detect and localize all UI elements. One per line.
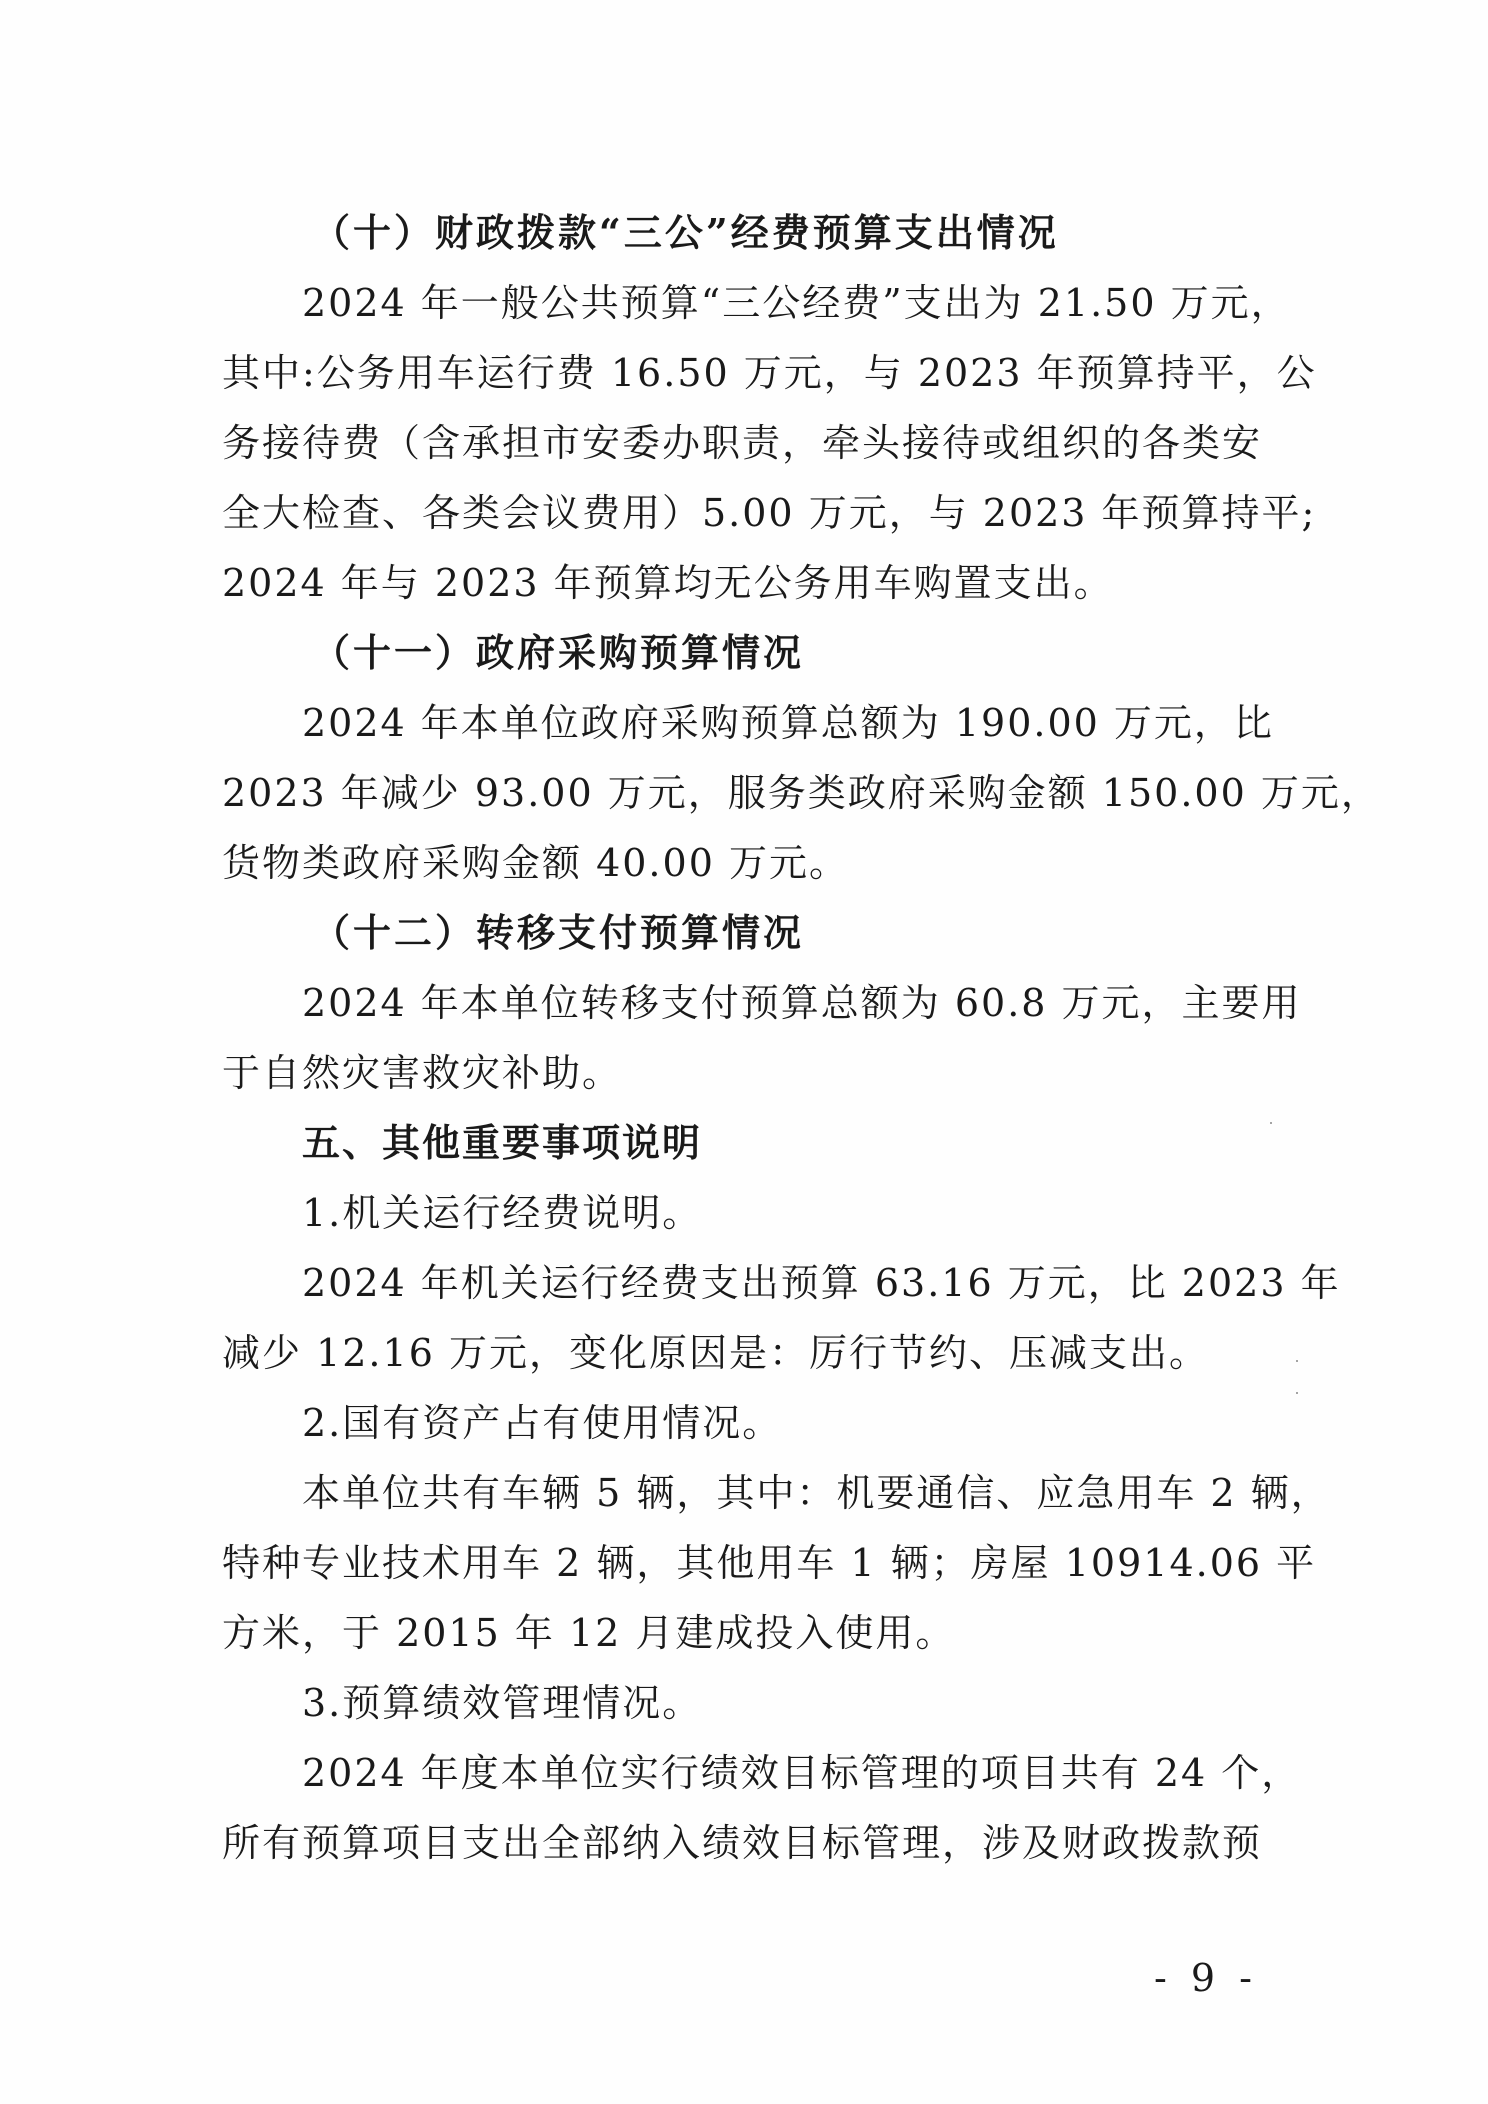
scan-speck bbox=[1270, 1122, 1272, 1124]
section-heading: （十一）政府采购预算情况 bbox=[312, 630, 805, 675]
item-title: 2.国有资产占有使用情况。 bbox=[302, 1401, 783, 1445]
paragraph-line: 于自然灾害救灾补助。 bbox=[222, 1051, 623, 1095]
paragraph-line: 所有预算项目支出全部纳入绩效目标管理，涉及财政拨款预 bbox=[222, 1821, 1263, 1865]
paragraph-line: 2024 年一般公共预算“三公经费”支出为 21.50 万元， bbox=[302, 281, 1291, 325]
item-title: 3.预算绩效管理情况。 bbox=[302, 1681, 703, 1725]
paragraph-line: 其中:公务用车运行费 16.50 万元，与 2023 年预算持平，公 bbox=[222, 351, 1317, 395]
paragraph-line: 货物类政府采购金额 40.00 万元。 bbox=[222, 841, 849, 885]
paragraph-line: 2024 年度本单位实行绩效目标管理的项目共有 24 个， bbox=[302, 1751, 1302, 1795]
scan-speck bbox=[1296, 1392, 1298, 1394]
paragraph-line: 2023 年减少 93.00 万元，服务类政府采购金额 150.00 万元， bbox=[222, 771, 1381, 815]
section-heading: （十）财政拨款“三公”经费预算支出情况 bbox=[312, 210, 1059, 255]
page-number: - 9 - bbox=[1153, 1956, 1258, 2000]
section-heading: （十二）转移支付预算情况 bbox=[312, 910, 805, 955]
paragraph-line: 2024 年本单位转移支付预算总额为 60.8 万元，主要用 bbox=[302, 981, 1302, 1025]
paragraph-line: 本单位共有车辆 5 辆，其中：机要通信、应急用车 2 辆， bbox=[302, 1471, 1331, 1515]
paragraph-line: 特种专业技术用车 2 辆，其他用车 1 辆；房屋 10914.06 平 bbox=[222, 1541, 1317, 1585]
scan-speck bbox=[1296, 1360, 1298, 1362]
item-title: 1.机关运行经费说明。 bbox=[302, 1191, 703, 1235]
paragraph-line: 2024 年本单位政府采购预算总额为 190.00 万元，比 bbox=[302, 701, 1274, 745]
paragraph-line: 2024 年机关运行经费支出预算 63.16 万元，比 2023 年 bbox=[302, 1261, 1341, 1305]
paragraph-line: 减少 12.16 万元，变化原因是：厉行节约、压减支出。 bbox=[222, 1331, 1209, 1375]
paragraph-line: 全大检查、各类会议费用）5.00 万元，与 2023 年预算持平; bbox=[222, 491, 1317, 535]
paragraph-line: 方米，于 2015 年 12 月建成投入使用。 bbox=[222, 1611, 956, 1655]
paragraph-line: 2024 年与 2023 年预算均无公务用车购置支出。 bbox=[222, 561, 1114, 605]
document-body bbox=[222, 198, 1381, 1878]
paragraph-line: 务接待费（含承担市安委办职责，牵头接待或组织的各类安 bbox=[222, 421, 1263, 465]
chapter-heading: 五、其他重要事项说明 bbox=[302, 1120, 703, 1165]
